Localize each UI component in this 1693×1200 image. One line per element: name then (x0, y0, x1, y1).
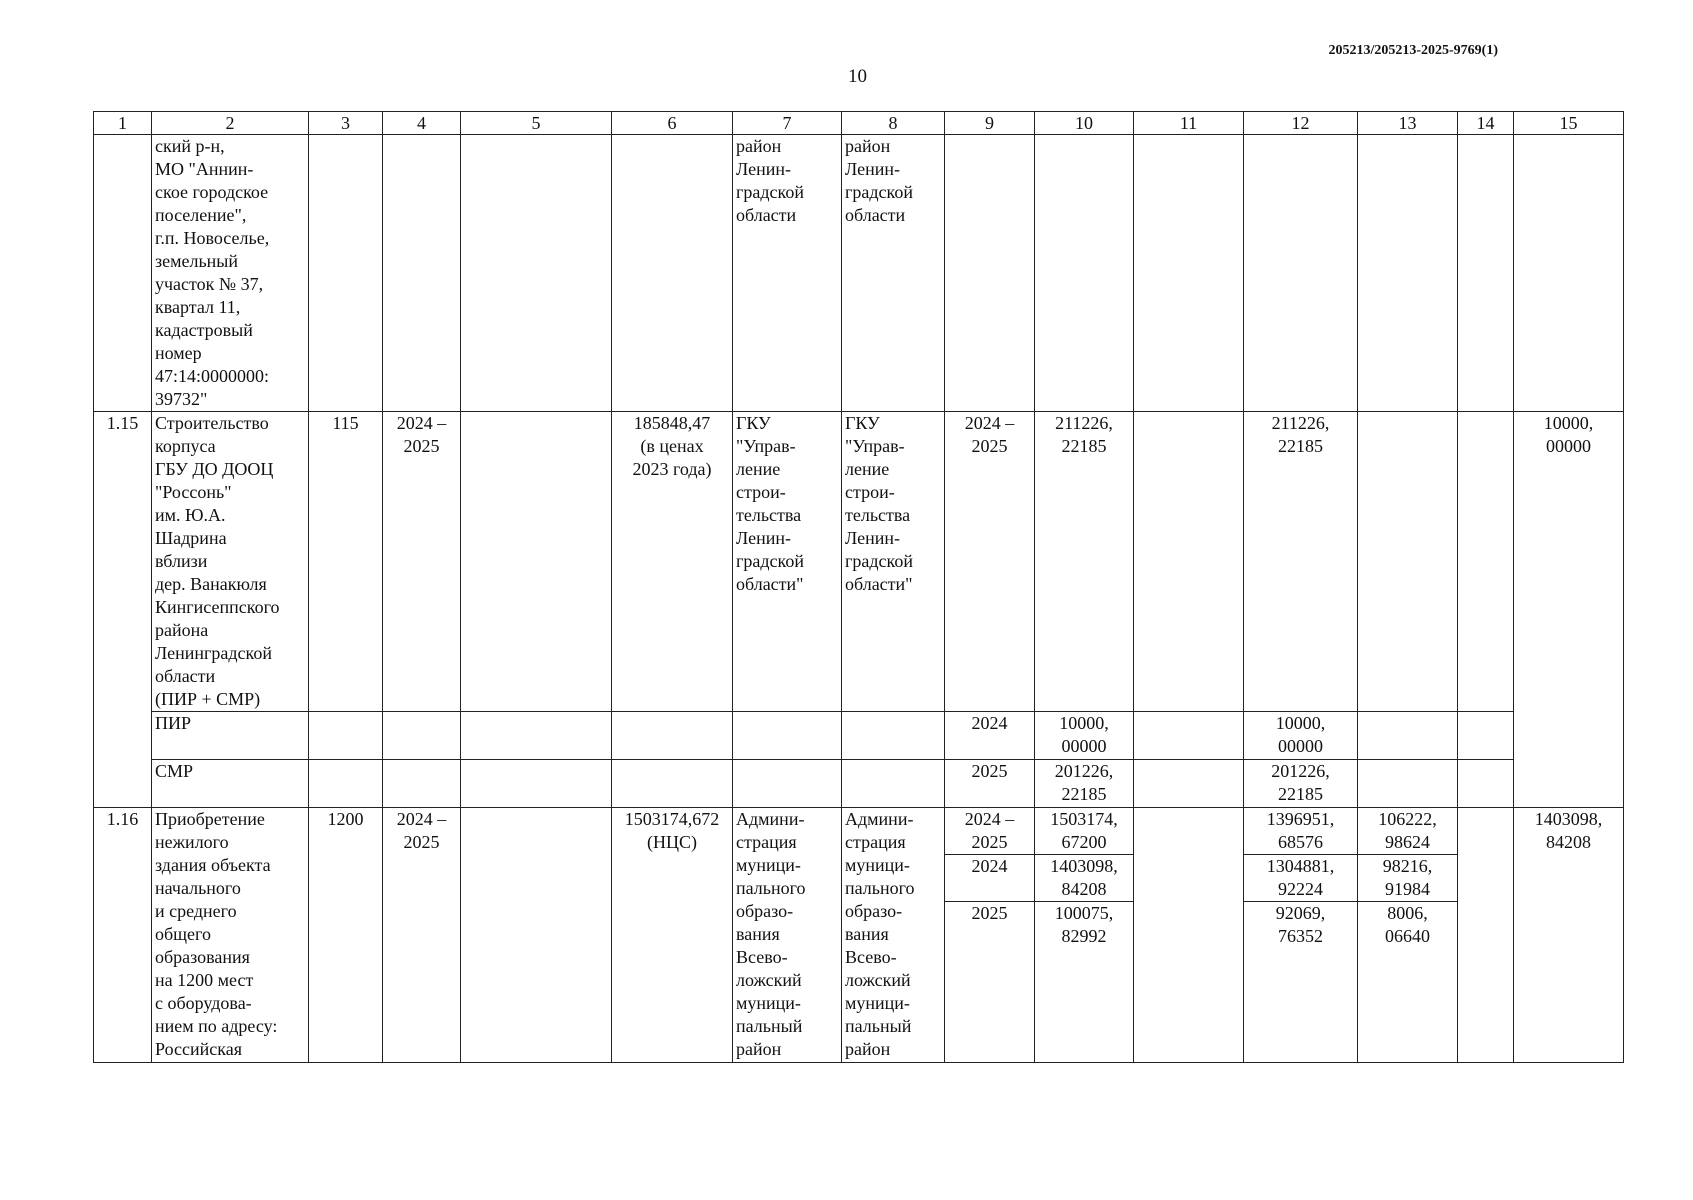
year-cell: 2024 – 2025 (945, 808, 1035, 855)
column-header: 8 (842, 112, 945, 135)
column-header: 10 (1035, 112, 1134, 135)
table-row-continuation (94, 135, 1624, 412)
column-header: 12 (1244, 112, 1358, 135)
column-header-row (94, 112, 1624, 135)
stage-cell: СМР (152, 760, 309, 808)
year-cell: 2024 (945, 712, 1035, 760)
year-cell: 2024 (945, 855, 1035, 902)
column-15-cell: 10000, 00000 (1514, 412, 1624, 808)
page-number: 10 (848, 66, 867, 87)
developer-cell: Админи- страция муници- пального образо- вания Всево- ложский муници- пальный район (842, 808, 945, 1063)
customer-cell: Админи- страция муници- пального образо- вания Всево- ложский муници- пальный район (733, 808, 842, 1063)
column-header: 5 (461, 112, 612, 135)
row-number-cell: 1.15 (94, 412, 152, 808)
table-row-1-15 (94, 412, 1624, 712)
year-cell: 2025 (945, 902, 1035, 1063)
developer-cell: район Ленин- градской области (842, 135, 945, 412)
column-header: 6 (612, 112, 733, 135)
object-name-cell: Приобретение нежилого здания объекта начального и среднего общего образования на 1200 мест с оборудова- нием по адресу: Российская (152, 808, 309, 1063)
regional-budget-cell: 201226, 22185 (1244, 760, 1358, 808)
object-address-cell: ский р-н, МО "Аннин- ское городское поселение", г.п. Новоселье, земельный участок № 37, квартал 11, кадастровый номер 47:14:0000000: 39732" (152, 135, 309, 412)
local-budget-cell: 8006, 06640 (1358, 902, 1458, 1063)
stage-cell: ПИР (152, 712, 309, 760)
column-header: 1 (94, 112, 152, 135)
column-header: 14 (1458, 112, 1514, 135)
regional-budget-cell: 211226, 22185 (1244, 412, 1358, 712)
regional-budget-cell: 92069, 76352 (1244, 902, 1358, 1063)
column-15-cell: 1403098, 84208 (1514, 808, 1624, 1063)
object-name-cell: Строительство корпуса ГБУ ДО ДООЦ "Россонь" им. Ю.А. Шадрина вблизи дер. Ванакюля Кингисеппского района Ленинградской области (ПИР + СМР) (152, 412, 309, 712)
column-header: 13 (1358, 112, 1458, 135)
column-header: 2 (152, 112, 309, 135)
row-number-cell: 1.16 (94, 808, 152, 1063)
total-amount-cell: 201226, 22185 (1035, 760, 1134, 808)
column-header: 4 (383, 112, 461, 135)
regional-budget-cell: 1396951, 68576 (1244, 808, 1358, 855)
total-amount-cell: 1503174, 67200 (1035, 808, 1134, 855)
estimated-cost-cell: 185848,47 (в ценах 2023 года) (612, 412, 733, 712)
total-amount-cell: 10000, 00000 (1035, 712, 1134, 760)
customer-cell: район Ленин- градской области (733, 135, 842, 412)
total-amount-cell: 211226, 22185 (1035, 412, 1134, 712)
data-table (93, 111, 1624, 1063)
column-header: 9 (945, 112, 1035, 135)
column-header: 7 (733, 112, 842, 135)
total-amount-cell: 100075, 82992 (1035, 902, 1134, 1063)
regional-budget-cell: 1304881, 92224 (1244, 855, 1358, 902)
capacity-cell: 115 (309, 412, 383, 712)
table-row-1-16 (94, 808, 1624, 855)
year-cell: 2025 (945, 760, 1035, 808)
capacity-cell: 1200 (309, 808, 383, 1063)
customer-cell: ГКУ "Управ- ление строи- тельства Ленин- градской области" (733, 412, 842, 712)
column-header: 3 (309, 112, 383, 135)
column-header: 15 (1514, 112, 1624, 135)
year-cell: 2024 – 2025 (945, 412, 1035, 712)
column-header: 11 (1134, 112, 1244, 135)
period-cell: 2024 – 2025 (383, 808, 461, 1063)
total-amount-cell: 1403098, 84208 (1035, 855, 1134, 902)
developer-cell: ГКУ "Управ- ление строи- тельства Ленин- градской области" (842, 412, 945, 712)
document-id: 205213/205213-2025-9769(1) (1328, 43, 1498, 58)
table-row-1-15-pir (94, 712, 1624, 760)
estimated-cost-cell: 1503174,672 (НЦС) (612, 808, 733, 1063)
local-budget-cell: 98216, 91984 (1358, 855, 1458, 902)
local-budget-cell: 106222, 98624 (1358, 808, 1458, 855)
period-cell: 2024 – 2025 (383, 412, 461, 712)
regional-budget-cell: 10000, 00000 (1244, 712, 1358, 760)
table-row-1-15-smr (94, 760, 1624, 808)
